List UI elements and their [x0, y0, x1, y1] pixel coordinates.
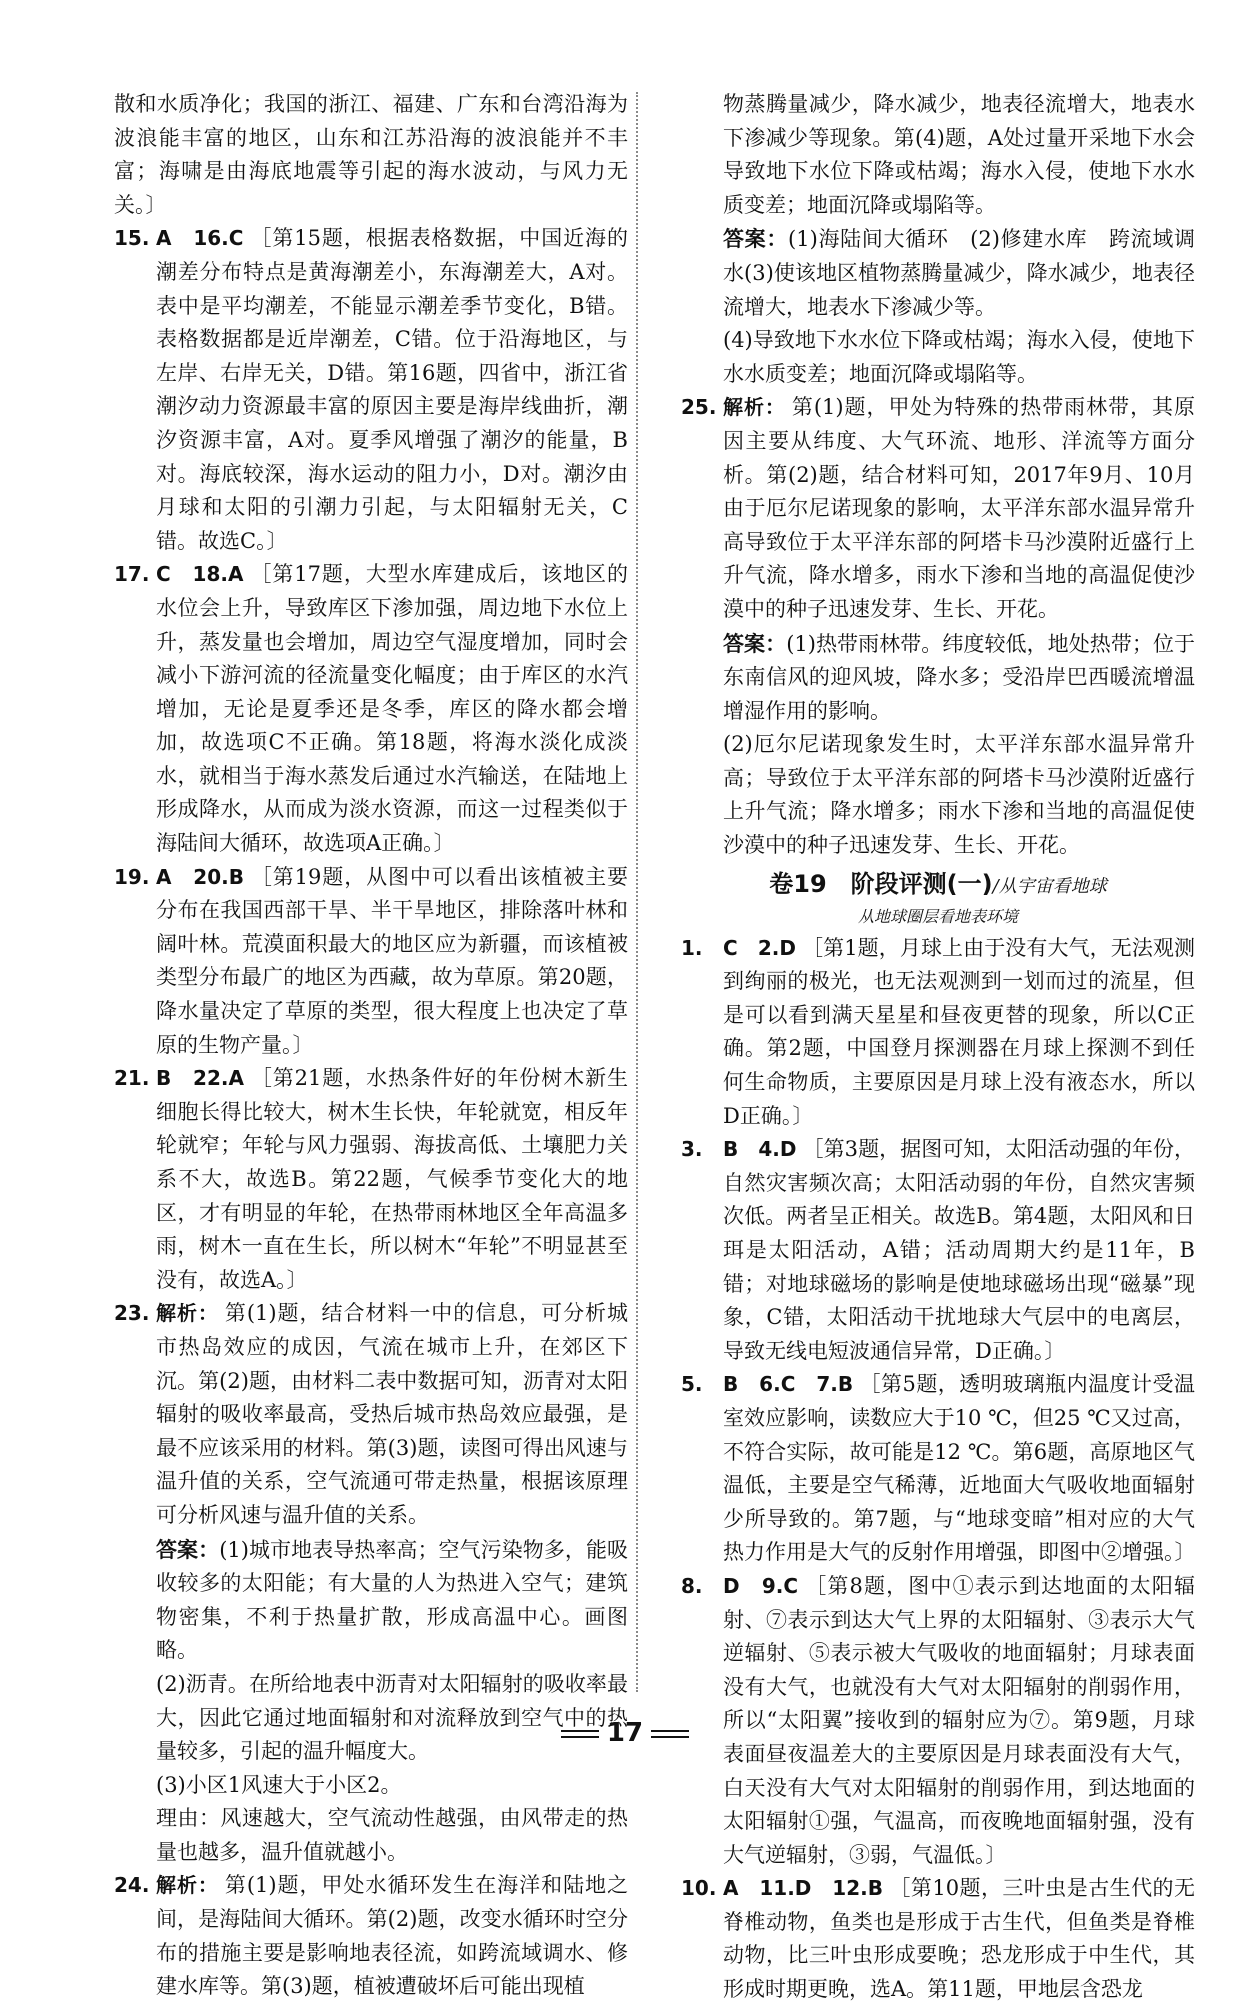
sub-paragraph — [681, 222, 1195, 324]
item-body — [723, 932, 1195, 1134]
paragraph: 散和水质净化；我国的浙江、福建、广东和台湾沿海为波浪能丰富的地区，山东和江苏沿海的波浪能并不丰富；海啸是由海底地震等引起的海水波动，与风力无关。〕 — [114, 92, 628, 217]
page-footer — [0, 1718, 1250, 1748]
item-explanation: ［第1题，月球上由于没有大气，无法观测到绚丽的极光，也无法观测到一划而过的流星，但是可以看到满天星星和昼夜更替的现象，所以C正确。第2题，中国登月探测器在月球上探测不到任何生命物质，主要原因是月球上没有液态水，所以D正确。〕 — [723, 935, 1195, 1128]
section-title — [681, 867, 1195, 904]
sub-text: (1)热带雨林带。纬度较低，地处热带；位于东南信风的迎风坡，降水多；受沿岸巴西暖流增温增湿作用的影响。 — [723, 631, 1196, 723]
footer-rule-left — [561, 1730, 599, 1738]
sub-paragraph — [114, 1533, 628, 1668]
sub-paragraph — [681, 324, 1195, 391]
item-body — [156, 1062, 628, 1297]
item-answer-keys: B 22.A — [156, 1066, 244, 1091]
answer-item — [114, 1062, 628, 1297]
item-number: 25. — [681, 395, 717, 420]
item-body — [723, 1368, 1195, 1570]
item-explanation: 第(1)题，甲处水循环发生在海洋和陆地之间，是海陆间大循环。第(2)题，改变水循环时空分布的措施主要是影响地表径流，如跨流域调水、修建水库等。第(3)题，植被遭破坏后可能出现植 — [156, 1873, 628, 1999]
column-divider — [636, 92, 638, 1692]
sub-text: (2)沥青。在所给地表中沥青对太阳辐射的吸收率最大，因此它通过地面辐射和对流释放到空气中的热量较多，引起的温升幅度大。 — [156, 1671, 628, 1764]
item-number: 17. — [114, 562, 150, 587]
item-answer-keys: C 2.D — [723, 935, 796, 960]
item-explanation: ［第17题，大型水库建成后，该地区的水位会上升，导致库区下渗加强，周边地下水位上升，蒸发量也会增加，周边空气湿度增加，同时会减小下游河流的径流量变化幅度；由于库区的水汽增加，无论是夏季还是冬季，库区的降水都会增加，故选项C不正确。第18题，将海水淡化成淡水，就相当于海水蒸发后通过水汽输送，在陆地上形成降水，从而成为淡水资源，而这一过程类似于海陆间大循环，故选项A正确。〕 — [156, 562, 628, 856]
sub-paragraph — [114, 1769, 628, 1803]
item-explanation: ［第8题，图中①表示到达地面的太阳辐射、⑦表示到达大气上界的太阳辐射、③表示大气逆辐射、⑤表示被大气吸收的地面辐射；月球表面没有大气，也就没有大气对太阳辐射的削弱作用，所以“太阳翼”接收到的辐射应为⑦。第9题，月球表面昼夜温差大的主要原因是月球表面没有大气，白天没有大气对太阳辐射的削弱作用，到达地面的太阳辐射①强，气温高，而夜晚地面辐射强，没有大气逆辐射，③弱，气温低。〕 — [723, 1573, 1195, 1867]
sub-text: (3)小区1风速大于小区2。 — [156, 1772, 402, 1797]
item-number: 1. — [681, 935, 703, 960]
item-number: 5. — [681, 1372, 703, 1397]
item-explanation: ［第19题，从图中可以看出该植被主要分布在我国西部干旱、半干旱地区，排除落叶林和阔叶林。荒漠面积最大的地区应为新疆，而该植被类型分布最广的地区为西藏，故为草原。第20题，降水量决定了草原的类型，很大程度上也决定了草原的生物产量。〕 — [156, 864, 628, 1057]
item-body — [156, 1869, 628, 2003]
item-number: 19. — [114, 864, 150, 889]
section-title-topic: /从宇宙看地球 — [992, 875, 1107, 897]
section-title-main: 卷19 阶段评测(一) — [769, 869, 993, 898]
item-body — [156, 861, 628, 1063]
sub-text: (1)海陆间大循环 (2)修建水库 跨流域调水(3)使该地区植物蒸腾量减少，降水减少，地表径流增大，地表水下渗减少等。 — [723, 227, 1195, 319]
answer-item — [681, 1872, 1195, 2006]
item-number: 8. — [681, 1573, 703, 1598]
sub-paragraph — [681, 728, 1195, 862]
footer-rule-right — [651, 1730, 689, 1738]
item-explanation: ［第5题，透明玻璃瓶内温度计受温室效应影响，读数应大于10 ℃，但25 ℃又过高，不符合实际，故可能是12 ℃。第6题，高原地区气温低，主要是空气稀薄，近地面大气吸收地面辐射少所导致的。第7题，与“地球变暗”相对应的大气热力作用是大气的反射作用增强，即图中②增强。〕 — [723, 1372, 1196, 1565]
page-number: 17 — [606, 1718, 644, 1748]
item-body — [156, 1297, 628, 1532]
item-number: 15. — [114, 226, 150, 251]
answer-label: 答案： — [156, 1536, 220, 1562]
item-answer-keys: A 16.C — [156, 226, 244, 251]
item-body — [156, 558, 628, 860]
item-answer-keys: B 4.D — [723, 1137, 797, 1162]
item-body — [723, 1872, 1195, 2006]
answer-item — [681, 932, 1195, 1134]
sub-paragraph — [114, 1802, 628, 1869]
sub-text: (1)城市地表导热率高；空气污染物多，能吸收较多的太阳能；有大量的人为热进入空气；建筑物密集，不利于热量扩散，形成高温中心。画图略。 — [156, 1537, 629, 1663]
item-explanation: ［第21题，水热条件好的年份树木新生细胞长得比较大，树木生长快，年轮就宽，相反年轮就窄；年轮与风力强弱、海拔高低、土壤肥力关系不大，故选B。第22题，气候季节变化大的地区，才有明显的年轮，在热带雨林地区全年高温多雨，树木一直在生长，所以树木“年轮”不明显甚至没有，故选A。〕 — [156, 1066, 628, 1292]
item-number: 23. — [114, 1301, 150, 1326]
item-answer-keys: C 18.A — [156, 562, 244, 587]
item-answer-keys: D 9.C — [723, 1573, 799, 1598]
sub-text: (4)导致地下水水位下降或枯竭；海水入侵，使地下水水质变差；地面沉降或塌陷等。 — [723, 328, 1195, 386]
item-number: 10. — [681, 1876, 717, 1901]
item-explanation: ［第3题，据图可知，太阳活动强的年份，自然灾害频次高；太阳活动弱的年份，自然灾害频次低。两者呈正相关。故选B。第4题，太阳风和日珥是太阳活动，A错；活动周期大约是11年，B错；对地球磁场的影响是使地球磁场出现“磁暴”现象，C错，太阳活动干扰地球大气层中的电离层，导致无线电短波通信异常，D正确。〕 — [723, 1137, 1196, 1363]
answer-item — [114, 861, 628, 1063]
answer-label: 答案： — [723, 226, 789, 252]
item-answer-keys: A 11.D 12.B — [723, 1876, 883, 1901]
item-answer-keys: 解析： — [723, 395, 786, 420]
item-answer-keys: B 6.C 7.B — [723, 1372, 854, 1397]
item-explanation: ［第10题，三叶虫是古生代的无脊椎动物，鱼类也是形成于古生代，但鱼类是脊椎动物，比三叶虫形成要晚；恐龙形成于中生代，其形成时期更晚，选A。第11题，甲地层含恐龙 — [723, 1876, 1195, 2002]
item-explanation: ［第15题，根据表格数据，中国近海的潮差分布特点是黄海潮差小，东海潮差大，A对。表中是平均潮差，不能显示潮差季节变化，B错。表格数据都是近岸潮差，C错。位于沿海地区，与左岸、右岸无关，D错。第16题，四省中，浙江省潮汐动力资源最丰富的原因主要是海岸线曲折，潮汐资源丰富，A对。夏季风增强了潮汐的能量，B对。海底较深，海水运动的阻力小，D对。潮汐由月球和太阳的引潮力引起，与太阳辐射无关，C错。故选C。〕 — [156, 226, 628, 553]
answer-item — [114, 558, 628, 860]
item-number: 21. — [114, 1066, 150, 1091]
answer-item — [114, 1869, 628, 2003]
sub-paragraph — [681, 627, 1195, 729]
sub-text: 理由：风速越大，空气流动性越强，由风带走的热量也越多，温升值就越小。 — [156, 1806, 628, 1864]
answer-item — [114, 1297, 628, 1532]
item-number: 3. — [681, 1137, 703, 1162]
answer-item — [681, 1368, 1195, 1570]
answer-item — [114, 222, 628, 558]
answer-item — [681, 391, 1195, 626]
answer-item — [681, 1133, 1195, 1368]
section-subtitle: 从地球圈层看地表环境 — [857, 906, 1018, 926]
item-number: 24. — [114, 1873, 150, 1898]
item-explanation: 第(1)题，甲处为特殊的热带雨林带，其原因主要从纬度、大气环流、地形、洋流等方面分析。第(2)题，结合材料可知，2017年9月、10月由于厄尔尼诺现象的影响，太平洋东部水温异常升高导致位于太平洋东部的阿塔卡马沙漠附近盛行上升气流，降水增多，雨水下渗和当地的高温促使沙漠中的种子迅速发芽、生长、开花。 — [723, 395, 1195, 621]
item-body — [156, 222, 628, 558]
item-body — [723, 1133, 1195, 1368]
item-answer-keys: A 20.B — [156, 864, 244, 889]
answer-label: 答案： — [723, 630, 787, 656]
item-body — [723, 391, 1195, 626]
sub-text: 物蒸腾量减少，降水减少，地表径流增大，地表水下渗减少等现象。第(4)题，A处过量开采地下水会导致地下水位下降或枯竭；海水入侵，使地下水水质变差；地面沉降或塌陷等。 — [723, 92, 1195, 217]
item-answer-keys: 解析： — [156, 1873, 219, 1898]
item-answer-keys: 解析： — [156, 1301, 219, 1326]
item-explanation: 第(1)题，结合材料一中的信息，可分析城市热岛效应的成因，气流在城市上升，在郊区下沉。第(2)题，由材料二表中数据可知，沥青对太阳辐射的吸收率最高，受热后城市热岛效应最强，是最不应该采用的材料。第(3)题，读图可得出风速与温升值的关系，空气流通可带走热量，根据该原理可分析风速与温升值的关系。 — [156, 1301, 628, 1527]
sub-paragraph — [681, 88, 1195, 222]
left-column — [114, 88, 628, 2004]
sub-text: (2)厄尔尼诺现象发生时，太平洋东部水温异常升高；导致位于太平洋东部的阿塔卡马沙漠附近盛行上升气流；降水增多；雨水下渗和当地的高温促使沙漠中的种子迅速发芽、生长、开花。 — [723, 732, 1195, 858]
